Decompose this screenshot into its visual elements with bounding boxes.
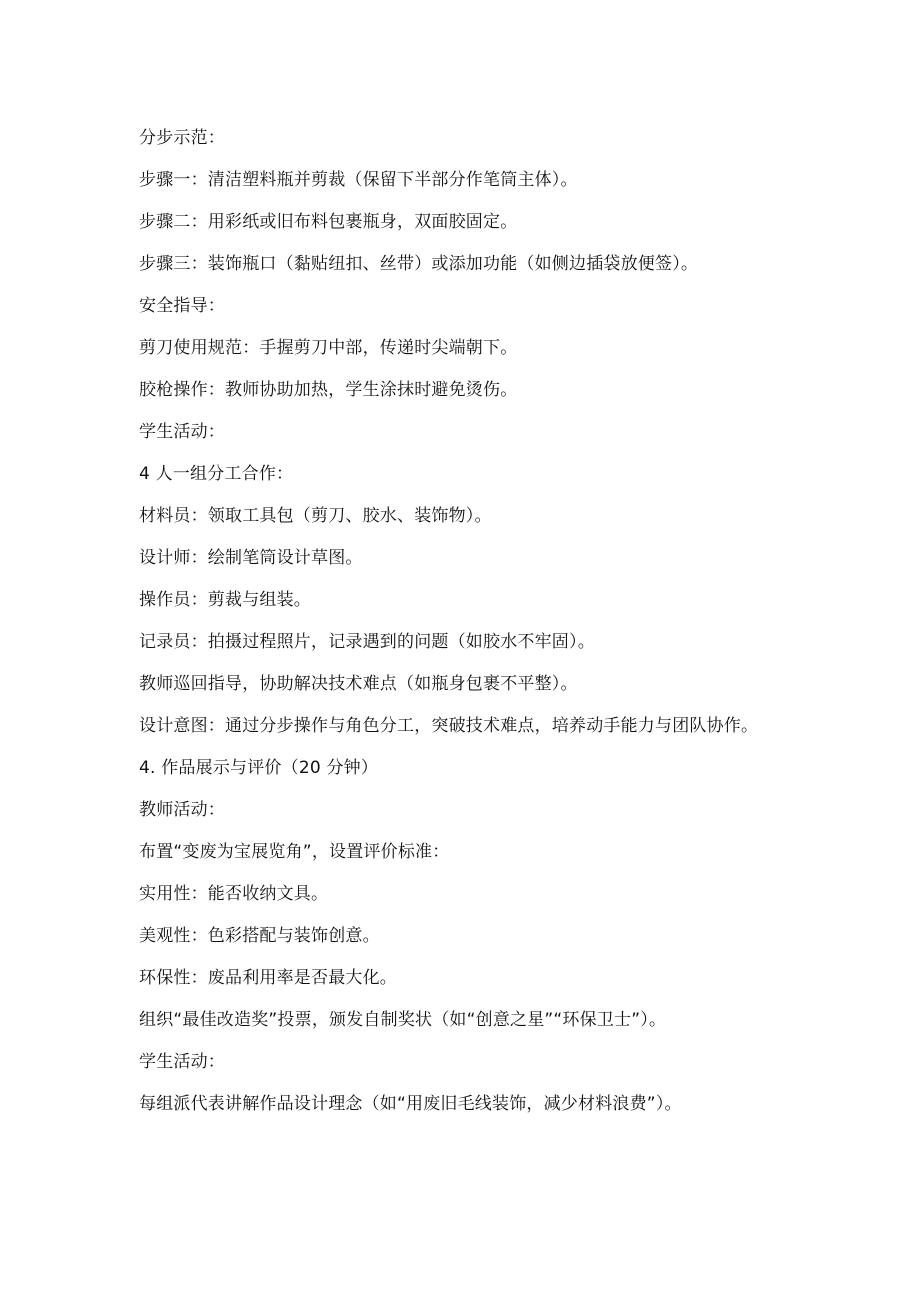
line-group-work: 4 人一组分工合作：	[139, 464, 294, 484]
document-body	[139, 117, 799, 1125]
line-award-vote: 组织“最佳改造奖”投票，颁发自制奖状（如“创意之星”“环保卫士”）。	[139, 1010, 667, 1030]
line-student-activity-heading: 学生活动：	[139, 422, 225, 442]
line-group-presentation: 每组派代表讲解作品设计理念（如“用废旧毛线装饰，减少材料浪费”）。	[139, 1094, 682, 1114]
line-scissors-rule: 剪刀使用规范：手握剪刀中部，传递时尖端朝下。	[139, 338, 518, 358]
line-step-3: 步骤三：装饰瓶口（黏贴纽扣、丝带）或添加功能（如侧边插袋放便签）。	[139, 254, 699, 274]
line-role-designer: 设计师：绘制笔筒设计草图。	[139, 548, 363, 568]
line-step-2: 步骤二：用彩纸或旧布料包裹瓶身，双面胶固定。	[139, 212, 518, 232]
line-exhibit-setup: 布置“变废为宝展览角”，设置评价标准：	[139, 842, 450, 862]
line-role-materials: 材料员：领取工具包（剪刀、胶水、装饰物）。	[139, 506, 492, 526]
line-design-intent: 设计意图：通过分步操作与角色分工，突破技术难点，培养动手能力与团队协作。	[139, 716, 759, 736]
line-step-demo-heading: 分步示范：	[139, 128, 225, 148]
line-criterion-eco: 环保性：废品利用率是否最大化。	[139, 968, 397, 988]
line-section-4-heading: 4. 作品展示与评价（20 分钟）	[139, 758, 379, 778]
line-criterion-aesthetic: 美观性：色彩搭配与装饰创意。	[139, 926, 380, 946]
line-teacher-activity-heading: 教师活动：	[139, 800, 225, 820]
line-role-operator: 操作员：剪裁与组装。	[139, 590, 311, 610]
line-role-recorder: 记录员：拍摄过程照片，记录遇到的问题（如胶水不牢固）。	[139, 632, 595, 652]
line-student-activity-heading-2: 学生活动：	[139, 1052, 225, 1072]
line-safety-heading: 安全指导：	[139, 296, 225, 316]
line-criterion-practical: 实用性：能否收纳文具。	[139, 884, 329, 904]
line-glue-gun-rule: 胶枪操作：教师协助加热，学生涂抹时避免烫伤。	[139, 380, 518, 400]
line-step-1: 步骤一：清洁塑料瓶并剪裁（保留下半部分作笔筒主体）。	[139, 170, 578, 190]
line-teacher-guidance: 教师巡回指导，协助解决技术难点（如瓶身包裹不平整）。	[139, 674, 578, 694]
